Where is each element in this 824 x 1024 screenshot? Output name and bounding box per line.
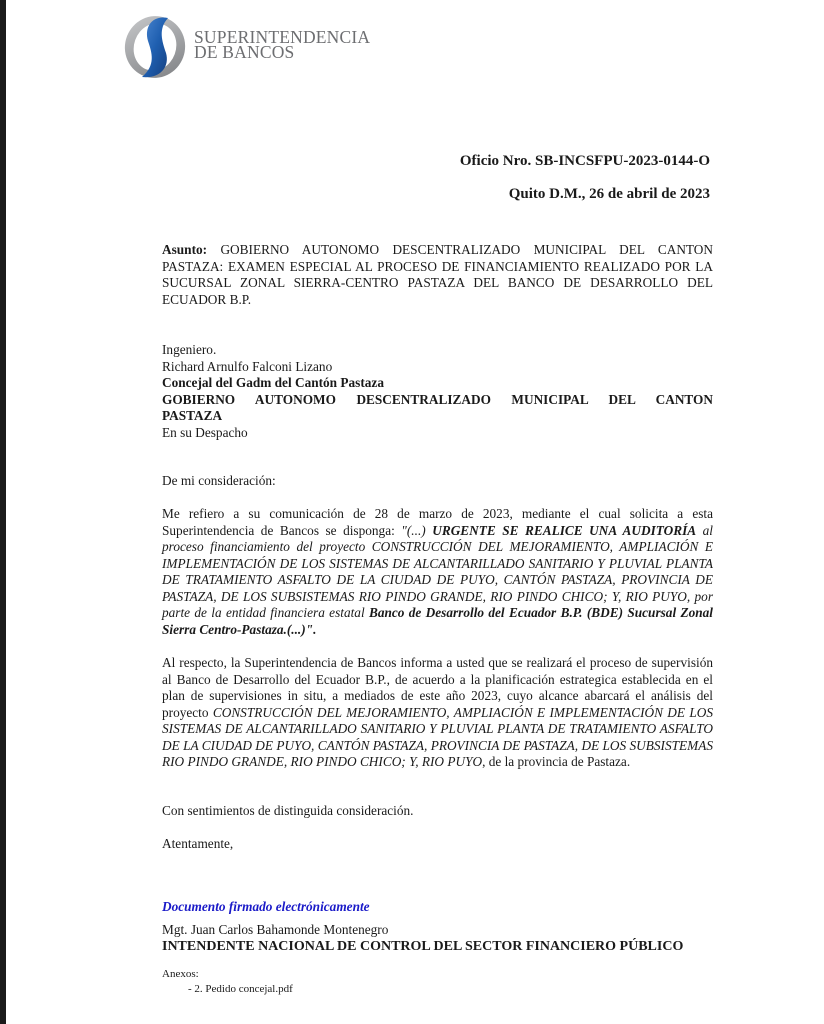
recipient-institution-line1: GOBIERNO AUTONOMO DESCENTRALIZADO MUNICIPAL DEL CANTON — [162, 391, 713, 407]
annexes-label: Anexos: — [162, 968, 199, 980]
electronic-signature-note — [162, 899, 713, 916]
farewell: Atentamente, — [162, 836, 234, 851]
signature-block — [162, 922, 742, 955]
paragraph-response — [162, 655, 713, 771]
annexes — [162, 967, 713, 997]
oficio-number: Oficio Nro. SB-INCSFPU-2023-0144-O — [459, 153, 710, 169]
logo — [122, 13, 372, 81]
asunto-label: Asunto: — [162, 242, 208, 257]
p1-urgent: URGENTE SE REALICE UNA AUDITORÍA — [432, 522, 697, 538]
superintendencia-s-swoosh-logo-icon — [122, 13, 192, 81]
p1-quote-mid: al proceso financiamiento del proyecto CONSTRUCCIÓN DEL MEJORAMIENTO, AMPLIACIÓN E IMPLEMENTACIÓN DE LOS SISTEMAS DE ALCANTARILLADO SANITARIO Y PLUVIAL PLANTA DE TRATAMIENTO ASFALTO DE LA CIUDAD DE PUYO, CANTÓN PASTAZA, PROVINCIA DE PASTAZA, DE LOS SUBSISTEMAS RIO PINDO GRANDE, RIO PINDO CHICO; Y, RIO PUYO, por parte de la entidad financiera estatal — [162, 522, 713, 620]
logo-line2: DE BANCOS — [194, 42, 295, 62]
paragraph-request — [162, 506, 713, 638]
annex-item: - 2. Pedido concejal.pdf — [188, 983, 293, 995]
closing: Con sentimientos de distinguida consideración. — [162, 803, 414, 818]
signer-name: Mgt. Juan Carlos Bahamonde Montenegro — [162, 922, 389, 937]
signer-title: INTENDENTE NACIONAL DE CONTROL DEL SECTOR FINANCIERO PÚBLICO — [162, 938, 684, 954]
p1-quote-open: "(...) — [401, 522, 433, 538]
recipient-title: Ingeniero. — [162, 342, 217, 357]
p2-outro: , de la provincia de Pastaza. — [482, 754, 631, 769]
p2-intro: Al respecto, la Superintendencia de Bancos informa a usted que se realizará el proceso de supervisión al Banco de Desarrollo del Ecuador B.P., de acuerdo a la planificación estrategica establecida en el plan de supervisiones in situ, a mediados de este año 2023, cuyo alcance abarcará el análisis del proyecto — [162, 655, 713, 720]
p1-intro: Me refiero a su comunicación de 28 de marzo de 2023, mediante el cual solicita a esta Superintendencia de Bancos se disponga: — [162, 506, 713, 538]
p2-project: CONSTRUCCIÓN DEL MEJORAMIENTO, AMPLIACIÓN E IMPLEMENTACIÓN DE LOS SISTEMAS DE ALCANTARILLADO SANITARIO Y PLUVIAL PLANTA DE TRATAMIENTO ASFALTO DE LA CIUDAD DE PUYO, CANTÓN PASTAZA, PROVINCIA DE PASTAZA, DE LOS SUBSISTEMAS RIO PINDO GRANDE, RIO PINDO CHICO; Y, RIO PUYO — [162, 704, 713, 769]
recipient-name: Richard Arnulfo Falconi Lizano — [162, 358, 333, 374]
recipient-position: Concejal del Gadm del Cantón Pastaza — [162, 375, 384, 390]
recipient-institution-line2: PASTAZA — [162, 408, 223, 423]
recipient-block — [162, 342, 713, 441]
asunto-text: GOBIERNO AUTONOMO DESCENTRALIZADO MUNICIPAL DEL CANTON PASTAZA: EXAMEN ESPECIAL AL PROCESO DE FINANCIAMIENTO REALIZADO POR LA SUCURSAL ZONAL SIERRA-CENTRO PASTAZA DEL BANCO DE DESARROLLO DEL ECUADOR B.P. — [162, 242, 714, 307]
logo-line1: SUPERINTENDENCIA — [194, 27, 371, 47]
recipient-location: En su Despacho — [162, 424, 248, 440]
p1-entity: Banco de Desarrollo del Ecuador B.P. (BDE) Sucursal Zonal Sierra Centro-Pastaza.(...)". — [162, 605, 713, 637]
electronic-signature-text: Documento firmado electrónicamente — [162, 899, 370, 914]
left-edge-border — [0, 0, 6, 1024]
asunto — [162, 242, 713, 308]
place-date: Quito D.M., 26 de abril de 2023 — [508, 186, 710, 202]
greeting: De mi consideración: — [162, 473, 276, 488]
